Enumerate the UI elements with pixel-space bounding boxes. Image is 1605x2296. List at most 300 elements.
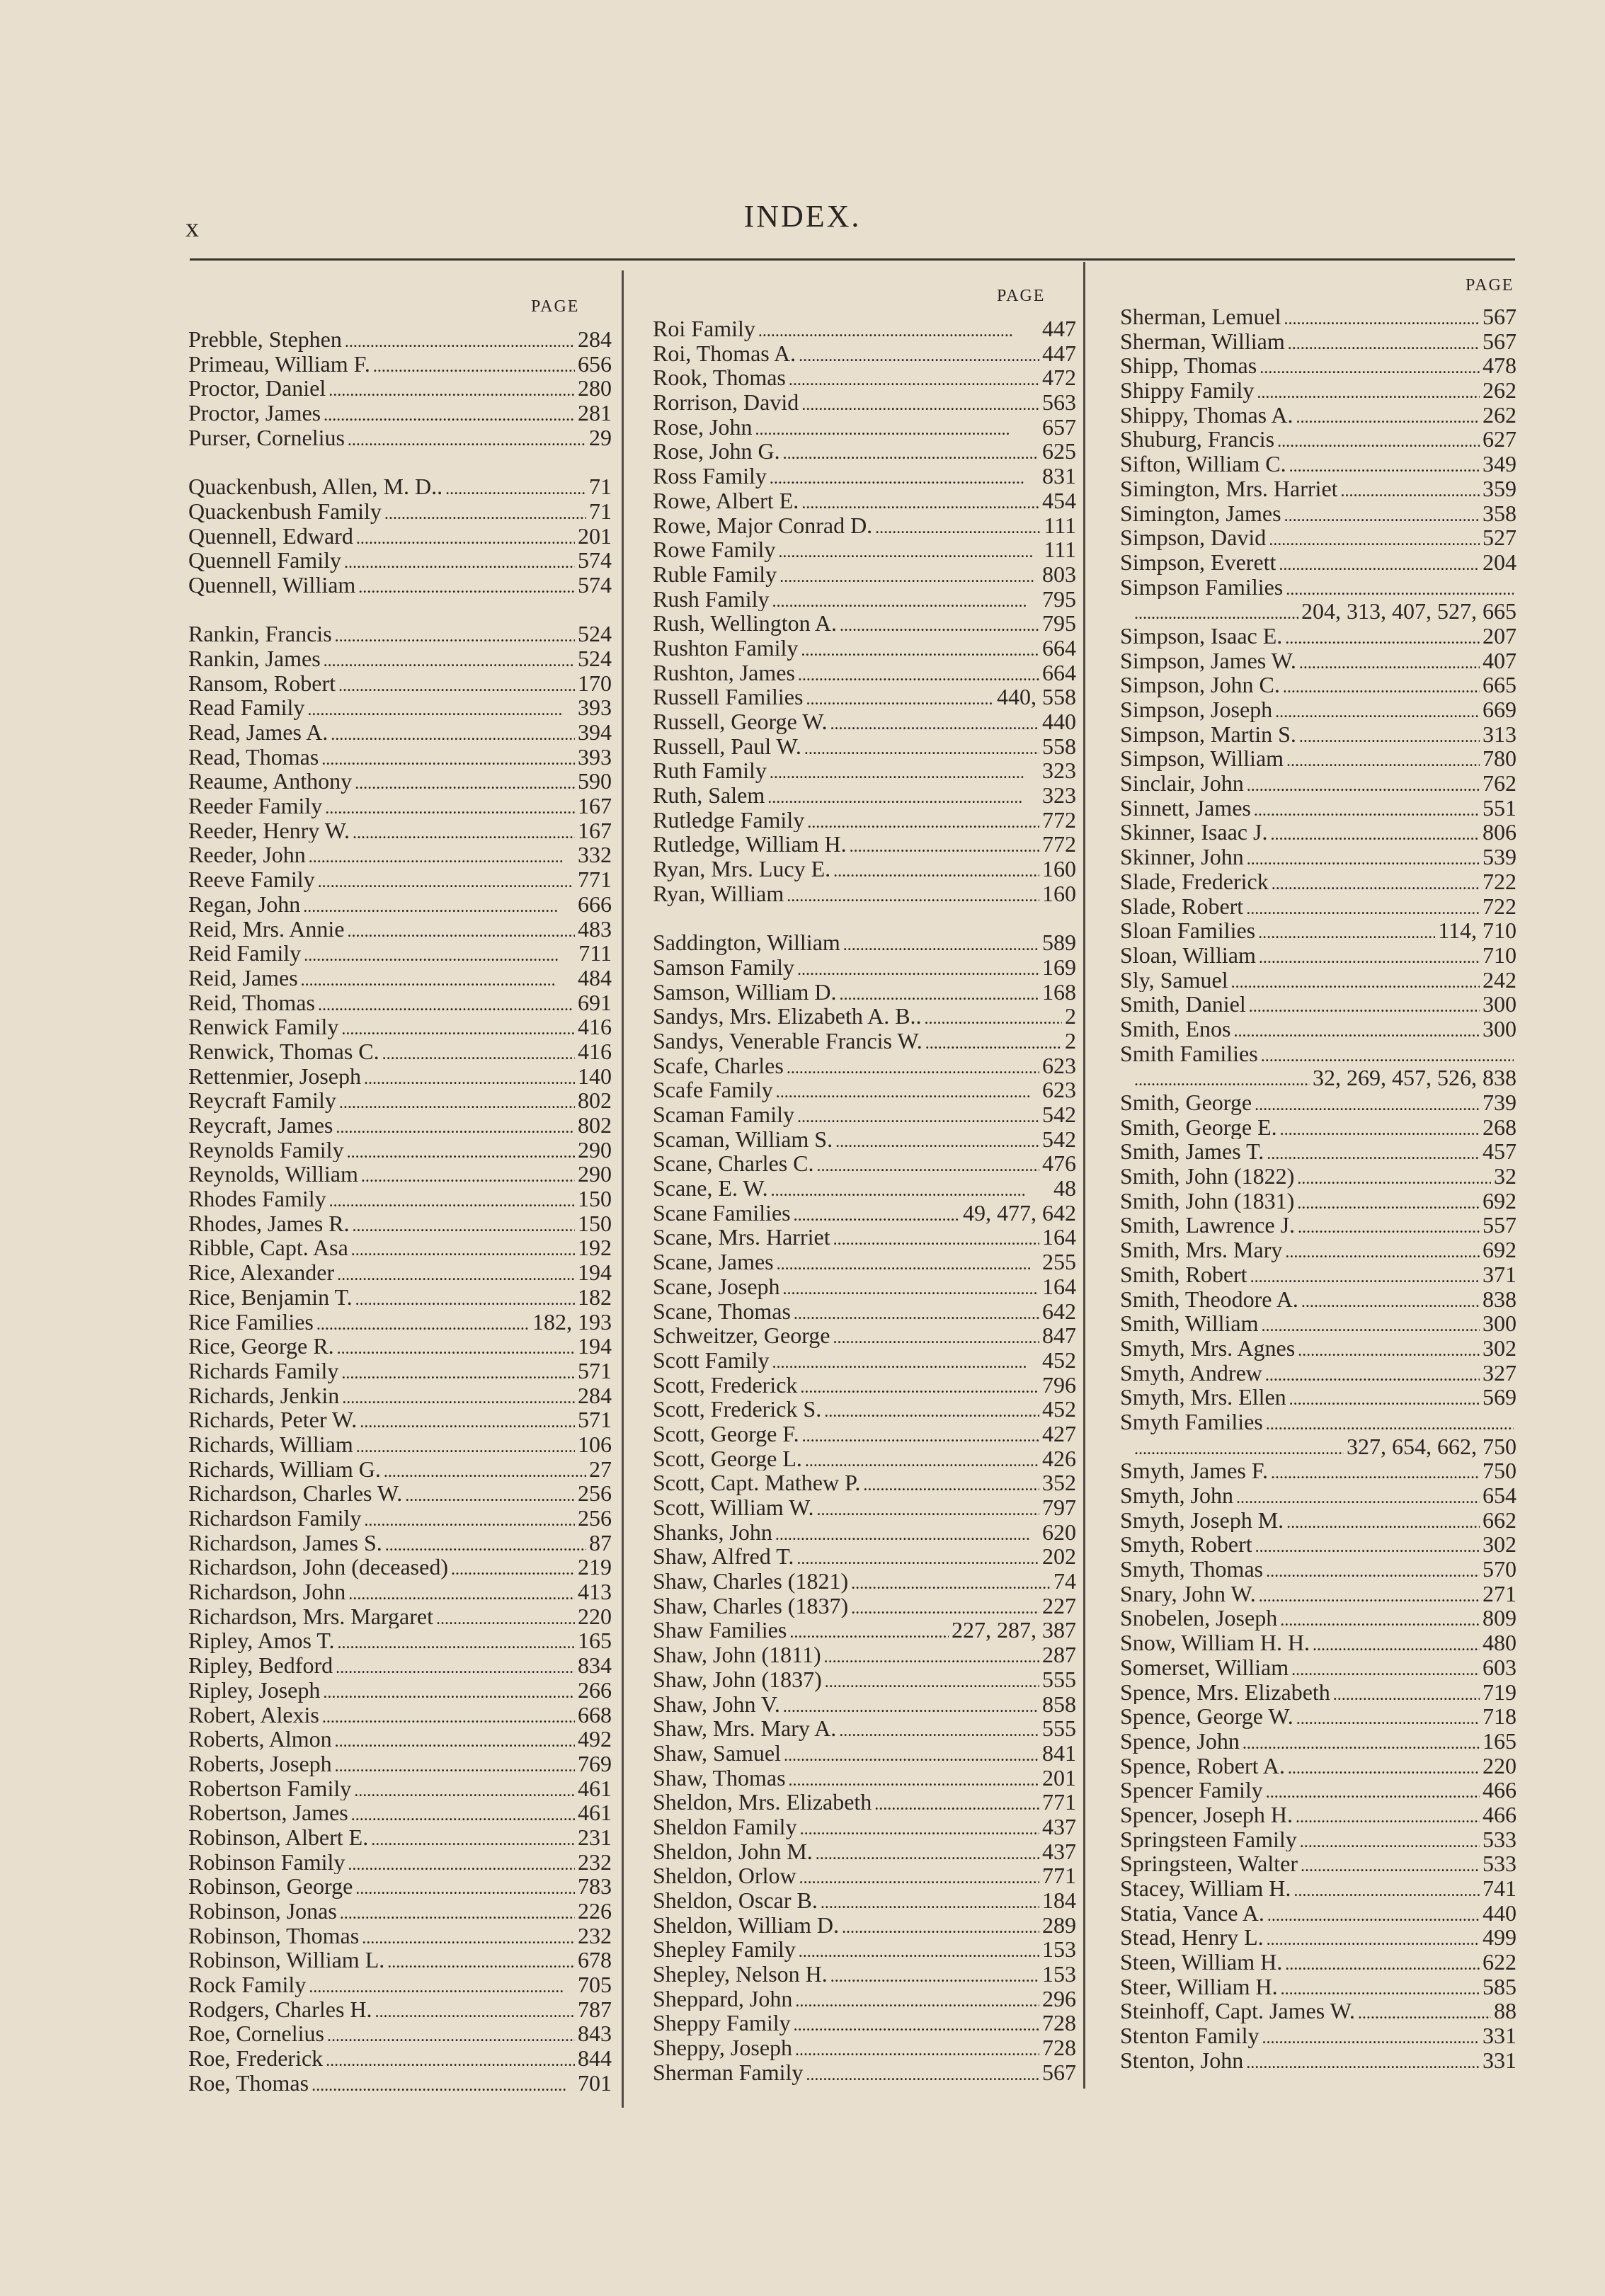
entry-page: 627 bbox=[1483, 427, 1517, 452]
index-entry bbox=[188, 892, 612, 917]
leader-dots bbox=[1231, 968, 1480, 993]
leader-dots bbox=[839, 1716, 1039, 1741]
entry-name: Scafe, Charles bbox=[653, 1053, 784, 1078]
entry-page: 153 bbox=[1042, 1962, 1076, 1987]
entry-page: 160 bbox=[1042, 857, 1076, 881]
leader-dots bbox=[772, 1348, 1039, 1373]
entry-name: Springsteen Family bbox=[1120, 1827, 1297, 1852]
entry-page: 666 bbox=[578, 891, 612, 917]
entry-page: 164 bbox=[1042, 1274, 1076, 1299]
index-entry bbox=[188, 425, 612, 450]
entry-page: 407 bbox=[1483, 648, 1517, 673]
index-entry bbox=[653, 980, 1076, 1005]
entry-page: 669 bbox=[1483, 697, 1517, 722]
index-entry bbox=[188, 1555, 612, 1580]
index-entry bbox=[653, 1937, 1076, 1962]
leader-dots bbox=[1134, 599, 1298, 624]
entry-page: 296 bbox=[1042, 1986, 1076, 2011]
entry-name: Spence, George W. bbox=[1120, 1704, 1293, 1729]
index-entry bbox=[653, 783, 1076, 808]
entry-page: 480 bbox=[1483, 1630, 1517, 1655]
index-entry bbox=[188, 1727, 612, 1752]
index-entry bbox=[653, 1667, 1076, 1692]
index-entry bbox=[188, 1899, 612, 1924]
entry-page: 664 bbox=[1042, 660, 1076, 685]
leader-dots bbox=[1267, 1925, 1480, 1950]
entry-name: Robinson, Jonas bbox=[188, 1899, 337, 1924]
entry-page: 207 bbox=[1483, 623, 1517, 649]
entry-name: Richards, Peter W. bbox=[188, 1407, 358, 1432]
index-entry bbox=[188, 622, 612, 646]
entry-page: 771 bbox=[1042, 1790, 1076, 1815]
entry-page: 772 bbox=[1042, 807, 1076, 833]
index-entry bbox=[1120, 1950, 1517, 1975]
entry-name: Scane, Joseph bbox=[653, 1274, 780, 1299]
leader-dots bbox=[799, 1937, 1039, 1962]
leader-dots bbox=[324, 401, 575, 425]
leader-dots bbox=[301, 966, 575, 990]
leader-dots bbox=[1258, 918, 1435, 943]
leader-dots bbox=[758, 316, 1039, 341]
entry-name: Proctor, James bbox=[188, 401, 321, 425]
index-entry bbox=[653, 1692, 1076, 1717]
index-entry bbox=[653, 1913, 1076, 1938]
entry-name: Rorrison, David bbox=[653, 390, 799, 415]
entry-page: 771 bbox=[1042, 1863, 1076, 1888]
leader-dots bbox=[777, 1250, 1039, 1274]
leader-dots bbox=[798, 661, 1039, 685]
entry-page: 472 bbox=[1042, 365, 1076, 391]
entry-name: Ruth, Salem bbox=[653, 783, 765, 808]
leader-dots bbox=[795, 2035, 1039, 2060]
index-entry bbox=[188, 1800, 612, 1825]
index-entry bbox=[188, 2071, 612, 2096]
index-entry bbox=[653, 1643, 1076, 1667]
leader-dots bbox=[1254, 796, 1480, 821]
leader-dots bbox=[851, 1569, 1051, 1594]
index-entry bbox=[188, 1580, 612, 1604]
index-entry bbox=[1120, 1508, 1517, 1533]
leader-dots bbox=[1297, 1189, 1480, 1213]
entry-page: 437 bbox=[1042, 1814, 1076, 1839]
leader-dots bbox=[1134, 1066, 1310, 1090]
entry-name: Richardson, Charles W. bbox=[188, 1481, 403, 1506]
entry-page: 280 bbox=[578, 376, 612, 401]
entry-name: Stenton Family bbox=[1120, 2023, 1260, 2048]
leader-dots bbox=[804, 734, 1039, 759]
leader-dots bbox=[1296, 1803, 1480, 1827]
entry-page: 271 bbox=[1483, 1581, 1517, 1606]
leader-dots bbox=[451, 1555, 575, 1580]
index-entry bbox=[653, 1470, 1076, 1495]
entry-page: 331 bbox=[1483, 2047, 1517, 2073]
entry-name: Shippy Family bbox=[1120, 378, 1255, 403]
leader-dots bbox=[851, 1594, 1039, 1618]
entry-name: Quennell, William bbox=[188, 572, 356, 598]
leader-dots bbox=[329, 376, 575, 401]
leader-dots bbox=[1269, 525, 1480, 550]
leader-dots bbox=[1296, 1704, 1480, 1729]
index-entry bbox=[1120, 378, 1517, 403]
entry-name: Proctor, Daniel bbox=[188, 376, 326, 401]
column-divider bbox=[1083, 262, 1085, 2089]
entry-page: 831 bbox=[1042, 464, 1076, 489]
index-entry bbox=[1120, 649, 1517, 673]
entry-page: 858 bbox=[1042, 1691, 1076, 1717]
entry-name: Sheppy, Joseph bbox=[653, 2035, 793, 2060]
entry-page: 256 bbox=[578, 1506, 612, 1531]
entry-page: 662 bbox=[1483, 1507, 1517, 1533]
entry-page: 194 bbox=[578, 1334, 612, 1359]
index-entry bbox=[188, 376, 612, 401]
leader-dots bbox=[1233, 1017, 1480, 1041]
leader-dots bbox=[1296, 403, 1480, 428]
entry-name: Stacey, William H. bbox=[1120, 1876, 1291, 1901]
entry-name: Reaume, Anthony bbox=[188, 769, 353, 794]
index-entry bbox=[1120, 624, 1517, 649]
index-entry bbox=[188, 1653, 612, 1678]
index-entry bbox=[653, 2035, 1076, 2060]
entry-page: 795 bbox=[1042, 611, 1076, 636]
index-entry bbox=[653, 1348, 1076, 1373]
entry-page: 160 bbox=[1042, 881, 1076, 906]
entry-page: 809 bbox=[1483, 1606, 1517, 1631]
entry-name: Ripley, Joseph bbox=[188, 1677, 321, 1703]
leader-dots bbox=[925, 1004, 1062, 1029]
entry-page: 393 bbox=[578, 695, 612, 720]
index-entry bbox=[653, 390, 1076, 415]
leader-dots bbox=[816, 1495, 1039, 1520]
index-entry bbox=[653, 1078, 1076, 1102]
index-entry bbox=[653, 587, 1076, 612]
entry-page: 527 bbox=[1483, 525, 1517, 550]
leader-dots bbox=[384, 499, 586, 524]
entry-page: 140 bbox=[578, 1063, 612, 1089]
entry-page: 802 bbox=[578, 1113, 612, 1138]
leader-dots bbox=[800, 1815, 1039, 1839]
entry-name: Smith, Theodore A. bbox=[1120, 1286, 1298, 1312]
entry-name: Richardson, John (deceased) bbox=[188, 1555, 448, 1580]
leader-dots bbox=[341, 1359, 575, 1383]
entry-name: Spencer, Joseph H. bbox=[1120, 1802, 1293, 1827]
entry-name: Scane, Thomas bbox=[653, 1298, 791, 1324]
entry-name: Shippy, Thomas A. bbox=[1120, 402, 1293, 428]
leader-dots bbox=[1286, 575, 1514, 600]
entry-page: 452 bbox=[1042, 1347, 1076, 1373]
leader-dots bbox=[775, 1520, 1039, 1545]
entry-name: Reynolds Family bbox=[188, 1137, 344, 1163]
leader-dots bbox=[801, 390, 1039, 415]
index-entry bbox=[653, 611, 1076, 636]
entry-page: 165 bbox=[578, 1628, 612, 1654]
index-entry bbox=[1120, 968, 1517, 993]
entry-page: 539 bbox=[1483, 845, 1517, 869]
entry-name: Roberts, Joseph bbox=[188, 1751, 332, 1776]
index-entry bbox=[1120, 1041, 1517, 1066]
entry-name: Sherman Family bbox=[653, 2060, 804, 2085]
entry-page: 478 bbox=[1483, 353, 1517, 379]
leader-dots bbox=[1333, 1680, 1480, 1705]
section-gap bbox=[653, 906, 1076, 931]
entry-page: 447 bbox=[1042, 341, 1076, 366]
entry-page: 290 bbox=[578, 1137, 612, 1163]
index-entry bbox=[1120, 2023, 1517, 2048]
entry-name: Robertson Family bbox=[188, 1776, 352, 1801]
leader-dots bbox=[329, 1187, 575, 1211]
index-entry bbox=[188, 646, 612, 671]
index-entry bbox=[188, 1531, 612, 1555]
page-title: INDEX. bbox=[743, 199, 862, 234]
index-entry bbox=[1120, 599, 1517, 624]
entry-name: Read Family bbox=[188, 695, 305, 720]
index-entry bbox=[653, 1004, 1076, 1029]
entry-name: Ransom, Robert bbox=[188, 670, 336, 696]
entry-page: 150 bbox=[578, 1187, 612, 1211]
entry-name: Simpson, Martin S. bbox=[1120, 721, 1296, 747]
index-entry bbox=[653, 1053, 1076, 1078]
index-entry bbox=[653, 832, 1076, 857]
leader-dots bbox=[342, 1383, 575, 1408]
leader-dots bbox=[770, 464, 1039, 489]
leader-dots bbox=[794, 1201, 960, 1226]
index-entry bbox=[653, 2060, 1076, 2085]
index-entry bbox=[1120, 304, 1517, 329]
index-entry bbox=[1120, 1606, 1517, 1630]
leader-dots bbox=[1271, 1458, 1480, 1483]
entry-page: 668 bbox=[578, 1702, 612, 1727]
entry-page: 783 bbox=[578, 1874, 612, 1899]
entry-page: 691 bbox=[578, 990, 612, 1015]
leader-dots bbox=[344, 548, 575, 573]
leader-dots bbox=[322, 1703, 575, 1727]
leader-dots bbox=[833, 1323, 1039, 1348]
leader-dots bbox=[800, 1373, 1039, 1398]
entry-name: Rankin, Francis bbox=[188, 622, 332, 646]
page-number: x bbox=[185, 213, 199, 243]
index-entry bbox=[188, 1703, 612, 1727]
index-entry bbox=[653, 1127, 1076, 1152]
entry-name: Rettenmier, Joseph bbox=[188, 1063, 361, 1089]
entry-page: 242 bbox=[1483, 967, 1517, 993]
entry-page: 289 bbox=[1042, 1912, 1076, 1938]
entry-name: Shaw, Samuel bbox=[653, 1740, 782, 1766]
index-entry bbox=[188, 401, 612, 425]
index-entry bbox=[653, 341, 1076, 366]
leader-dots bbox=[1313, 1630, 1480, 1655]
leader-dots bbox=[799, 1863, 1039, 1888]
entry-name: Reeder Family bbox=[188, 794, 323, 818]
leader-dots bbox=[1266, 1778, 1480, 1803]
entry-name: Snow, William H. H. bbox=[1120, 1630, 1310, 1655]
entry-name: Skinner, John bbox=[1120, 845, 1244, 869]
index-entry bbox=[653, 930, 1076, 955]
entry-name: Sherman, Lemuel bbox=[1120, 304, 1281, 329]
entry-name: Samson, William D. bbox=[653, 979, 837, 1005]
index-entry bbox=[653, 685, 1076, 709]
leader-dots bbox=[353, 1211, 575, 1236]
index-entry bbox=[188, 1211, 612, 1236]
entry-page: 371 bbox=[1483, 1262, 1517, 1287]
index-entry bbox=[1120, 575, 1517, 600]
leader-dots bbox=[1265, 1361, 1480, 1386]
leader-dots bbox=[382, 1039, 575, 1064]
leader-dots bbox=[779, 562, 1039, 587]
page-column-header: PAGE bbox=[1466, 276, 1514, 295]
entry-page: 803 bbox=[1042, 561, 1076, 587]
leader-dots bbox=[789, 365, 1039, 390]
leader-dots bbox=[387, 1948, 575, 1972]
entry-name: Scane, James bbox=[653, 1250, 774, 1274]
index-entry bbox=[1120, 427, 1517, 452]
index-entry bbox=[1120, 1090, 1517, 1115]
entry-page: 284 bbox=[578, 327, 612, 352]
leader-dots bbox=[318, 867, 575, 892]
leader-dots bbox=[824, 1397, 1039, 1422]
entry-page: 71 bbox=[589, 474, 612, 499]
index-entry bbox=[653, 1766, 1076, 1790]
entry-name: Sheppard, John bbox=[653, 1986, 793, 2011]
entry-name: Sheldon, William D. bbox=[653, 1912, 839, 1938]
entry-name: Rose, John G. bbox=[653, 439, 780, 464]
index-entry bbox=[188, 1457, 612, 1482]
index-entry bbox=[188, 1997, 612, 2022]
leader-dots bbox=[801, 489, 1039, 513]
index-entry bbox=[188, 1015, 612, 1039]
index-entry bbox=[1120, 1189, 1517, 1213]
leader-dots bbox=[1257, 378, 1480, 403]
entry-page: 569 bbox=[1483, 1385, 1517, 1410]
entry-page: 847 bbox=[1042, 1323, 1076, 1348]
index-entry bbox=[1120, 1778, 1517, 1803]
entry-name: Russell, George W. bbox=[653, 709, 828, 734]
index-entry bbox=[188, 818, 612, 843]
entry-page: 111 bbox=[1044, 513, 1076, 538]
index-entry bbox=[188, 1604, 612, 1629]
entry-name: Rock Family bbox=[188, 1972, 307, 1997]
entry-page: 358 bbox=[1483, 501, 1517, 526]
index-entry bbox=[653, 1594, 1076, 1618]
entry-name: Smith, James T. bbox=[1120, 1139, 1264, 1165]
index-entry bbox=[188, 1285, 612, 1310]
leader-dots bbox=[351, 1800, 575, 1825]
leader-dots bbox=[355, 1285, 575, 1310]
index-entry bbox=[1120, 1630, 1517, 1655]
entry-name: Shaw, Charles (1821) bbox=[653, 1569, 849, 1594]
leader-dots bbox=[1286, 746, 1480, 771]
entry-name: Spence, Robert A. bbox=[1120, 1753, 1285, 1778]
leader-dots bbox=[1246, 2048, 1480, 2073]
entry-page: 557 bbox=[1483, 1213, 1517, 1238]
index-entry bbox=[188, 1506, 612, 1531]
index-entry bbox=[188, 1162, 612, 1187]
entry-name: Sloan, William bbox=[1120, 942, 1256, 968]
entry-page: 622 bbox=[1483, 1950, 1517, 1975]
leader-dots bbox=[1247, 845, 1480, 869]
leader-dots bbox=[1358, 1999, 1491, 2023]
entry-page: 769 bbox=[578, 1751, 612, 1776]
entry-page: 281 bbox=[578, 401, 612, 425]
entry-name: Sloan Families bbox=[1120, 918, 1256, 943]
index-entry bbox=[653, 1397, 1076, 1422]
index-entry bbox=[188, 2046, 612, 2071]
leader-dots bbox=[1299, 722, 1480, 747]
index-entry bbox=[653, 1987, 1076, 2011]
entry-name: Rowe, Major Conrad D. bbox=[653, 513, 873, 538]
entry-name: Robinson, Albert E. bbox=[188, 1824, 369, 1850]
leader-dots bbox=[353, 818, 575, 843]
entry-page: 201 bbox=[578, 523, 612, 549]
leader-dots bbox=[797, 1102, 1039, 1127]
leader-dots bbox=[384, 1457, 586, 1482]
entry-name: Rook, Thomas bbox=[653, 365, 786, 391]
index-entry bbox=[188, 524, 612, 549]
index-entry bbox=[1120, 1975, 1517, 1999]
entry-page: 589 bbox=[1042, 930, 1076, 955]
entry-page: 201 bbox=[1042, 1765, 1076, 1790]
entry-page: 204 bbox=[1483, 549, 1517, 575]
index-entry bbox=[653, 1495, 1076, 1520]
entry-name: Shuburg, Francis bbox=[1120, 427, 1275, 452]
leader-dots bbox=[335, 622, 575, 646]
entry-name: Rice, George R. bbox=[188, 1334, 334, 1359]
entry-name: Shaw, Thomas bbox=[653, 1765, 786, 1790]
entry-page: 220 bbox=[578, 1604, 612, 1629]
entry-name: Roberts, Almon bbox=[188, 1727, 332, 1752]
entry-name: Sheldon Family bbox=[653, 1814, 797, 1839]
leader-dots bbox=[338, 1628, 575, 1653]
leader-dots bbox=[1255, 1090, 1480, 1115]
leader-dots bbox=[801, 636, 1039, 661]
entry-name: Smith, Mrs. Mary bbox=[1120, 1238, 1283, 1262]
leader-dots bbox=[351, 1235, 575, 1260]
index-entry bbox=[1120, 1311, 1517, 1336]
entry-page: 426 bbox=[1042, 1446, 1076, 1471]
entry-name: Reycraft Family bbox=[188, 1088, 336, 1113]
index-entry bbox=[653, 489, 1076, 513]
entry-name: Rowe, Albert E. bbox=[653, 488, 799, 513]
index-entry bbox=[1120, 403, 1517, 428]
entry-page: 499 bbox=[1483, 1925, 1517, 1951]
entry-page: 705 bbox=[578, 1972, 612, 1997]
leader-dots bbox=[355, 1874, 575, 1899]
entry-name: Steen, William H. bbox=[1120, 1950, 1283, 1975]
entry-name: Quackenbush, Allen, M. D.. bbox=[188, 474, 443, 499]
entry-page: 440 bbox=[1483, 1900, 1517, 1926]
entry-name: Schweitzer, George bbox=[653, 1323, 830, 1348]
entry-page: 574 bbox=[578, 572, 612, 598]
entry-name: Robinson Family bbox=[188, 1849, 345, 1875]
entry-page: 300 bbox=[1483, 1016, 1517, 1041]
entry-page: 284 bbox=[578, 1383, 612, 1408]
leader-dots bbox=[1288, 1754, 1480, 1778]
leader-dots bbox=[324, 646, 575, 671]
leader-dots bbox=[783, 1692, 1039, 1717]
entry-name: Rhodes Family bbox=[188, 1187, 326, 1211]
index-entry bbox=[653, 881, 1076, 906]
entry-name: Roi, Thomas A. bbox=[653, 341, 796, 366]
index-entry bbox=[1120, 525, 1517, 550]
entry-page: 642 bbox=[1042, 1298, 1076, 1324]
leader-dots bbox=[840, 611, 1039, 636]
leader-dots bbox=[821, 1888, 1039, 1913]
leader-dots bbox=[825, 1667, 1039, 1692]
leader-dots bbox=[309, 843, 575, 867]
leader-dots bbox=[338, 671, 575, 696]
entry-page: 2 bbox=[1065, 1004, 1076, 1029]
leader-dots bbox=[1260, 353, 1480, 378]
entry-page: 844 bbox=[578, 2046, 612, 2071]
entry-name: Scane Families bbox=[653, 1200, 791, 1226]
